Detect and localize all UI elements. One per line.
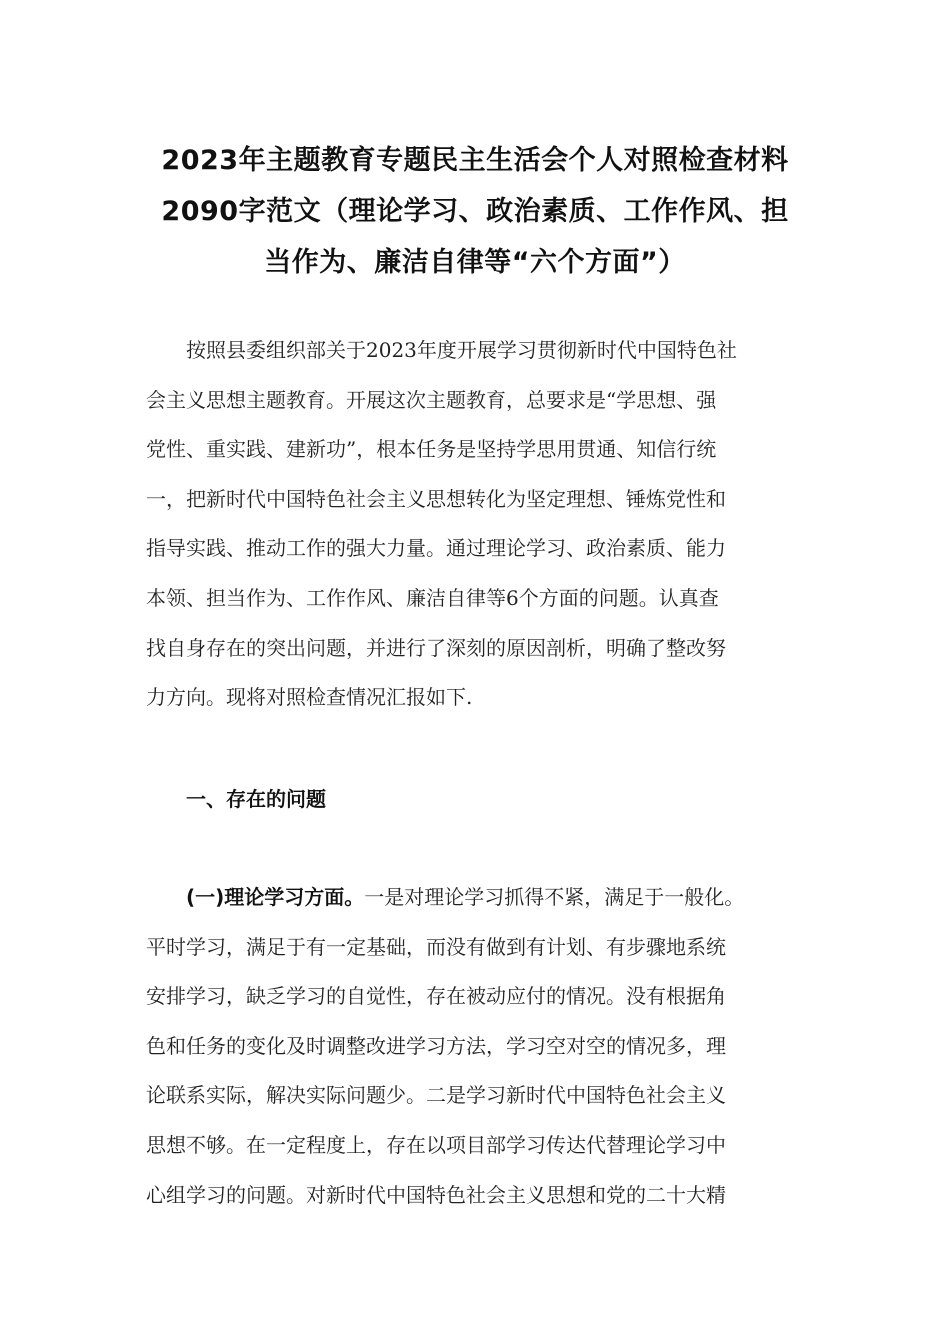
intro-line-2: 会主义思想主题教育。开展这次主题教育，总要求是“学思想、强 (146, 387, 717, 412)
intro-line-5: 指导实践、推动工作的强大力量。通过理论学习、政治素质、能力 (146, 536, 726, 561)
section-heading: 一、存在的问题 (186, 787, 326, 811)
subsection-first-line-text: 一是对理论学习抓得不紧，满足于一般化。 (364, 885, 745, 909)
intro-line-3: 党性、重实践、建新功”，根本任务是坚持学思用贯通、知信行统 (146, 437, 717, 462)
subsection-line-5: 论联系实际，解决实际问题少。二是学习新时代中国特色社会主义 (146, 1083, 726, 1108)
title-line-3: 当作为、廉洁自律等“六个方面”） (264, 247, 686, 278)
subsection-lead: (一)理论学习方面。 (186, 885, 365, 909)
intro-line-6: 本领、担当作为、工作作风、廉洁自律等6个方面的问题。认真查 (146, 585, 719, 610)
document-title (150, 135, 800, 288)
intro-line-7: 找自身存在的突出问题，并进行了深刻的原因剖析，明确了整改努 (146, 635, 726, 660)
intro-line-1: 按照县委组织部关于2023年度开展学习贯彻新时代中国特色社 (186, 338, 737, 362)
subsection-line-4: 色和任务的变化及时调整改进学习方法，学习空对空的情况多，理 (146, 1033, 726, 1058)
intro-line-4: 一，把新时代中国特色社会主义思想转化为坚定理想、锤炼党性和 (146, 486, 726, 511)
intro-paragraph (146, 326, 826, 723)
title-line-2: 2090字范文（理论学习、政治素质、工作作风、担 (161, 196, 789, 227)
subsection-line-6: 思想不够。在一定程度上，存在以项目部学习传达代替理论学习中 (146, 1132, 726, 1157)
intro-line-8: 力方向。现将对照检查情况汇报如下. (146, 685, 473, 710)
subsection-line-7: 心组学习的问题。对新时代中国特色社会主义思想和党的二十大精 (146, 1182, 726, 1207)
subsection-first-line (146, 873, 826, 923)
subsection-line-3: 安排学习，缺乏学习的自觉性，存在被动应付的情况。没有根据角 (146, 984, 726, 1009)
title-line-1: 2023年主题教育专题民主生活会个人对照检查材料 (161, 145, 789, 176)
subsection-line-2: 平时学习，满足于有一定基础，而没有做到有计划、有步骤地系统 (146, 934, 726, 959)
subsection-paragraph (146, 873, 826, 1220)
